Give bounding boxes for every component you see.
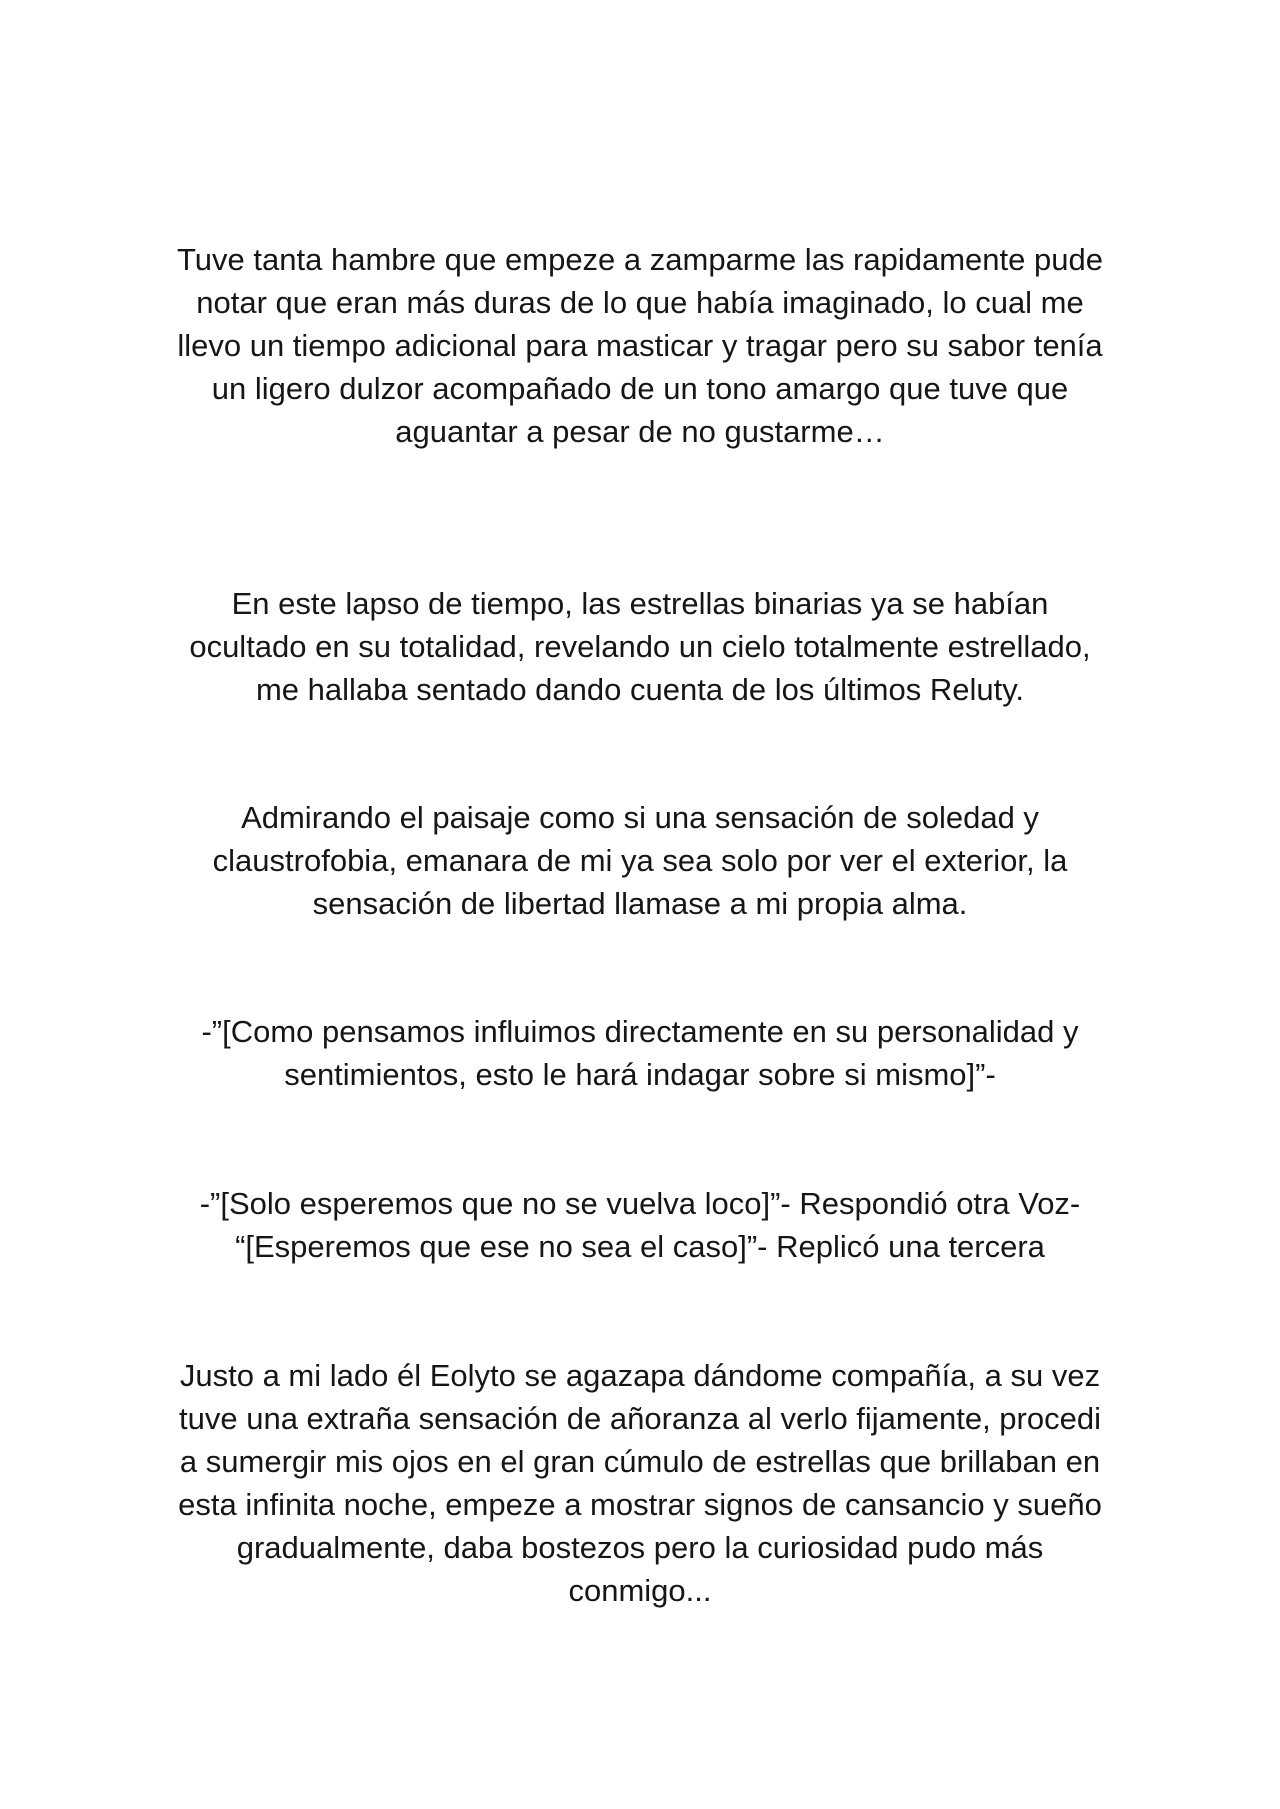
paragraph-6: Justo a mi lado él Eolyto se agazapa dándome compañía, a su vez tuve una extraña sensación de añoranza al verlo fijamente, procedi a sumergir mis ojos en el gran cúmulo de estrellas que brillaban en esta infinita noche, empeze a mostrar signos de cansancio y sueño gradualmente, daba bostezos pero la curiosidad pudo más conmigo...: [178, 1358, 1102, 1608]
paragraph-4-dialogue: -”[Como pensamos influimos directamente en su personalidad y sentimientos, esto le hará indagar sobre si mismo]”-: [201, 1014, 1079, 1092]
paragraph-1: Tuve tanta hambre que empeze a zamparme las rapidamente pude notar que eran más duras de lo que había imaginado, lo cual me llevo un tiempo adicional para masticar y tragar pero su sabor tenía un ligero dulzor acompañado de un tono amargo que tuve que aguantar a pesar de no gustarme…: [177, 242, 1103, 449]
paragraph-3: Admirando el paisaje como si una sensación de soledad y claustrofobia, emanara de mi ya sea solo por ver el exterior, la sensación de libertad llamase a mi propia alma.: [212, 800, 1068, 921]
paragraph-2: En este lapso de tiempo, las estrellas binarias ya se habían ocultado en su totalidad, revelando un cielo totalmente estrellado, me hallaba sentado dando cuenta de los últimos Reluty.: [189, 586, 1091, 707]
paragraph-5-dialogue: -”[Solo esperemos que no se vuelva loco]”- Respondió otra Voz- “[Esperemos que ese no sea el caso]”- Replicó una tercera: [199, 1186, 1081, 1264]
